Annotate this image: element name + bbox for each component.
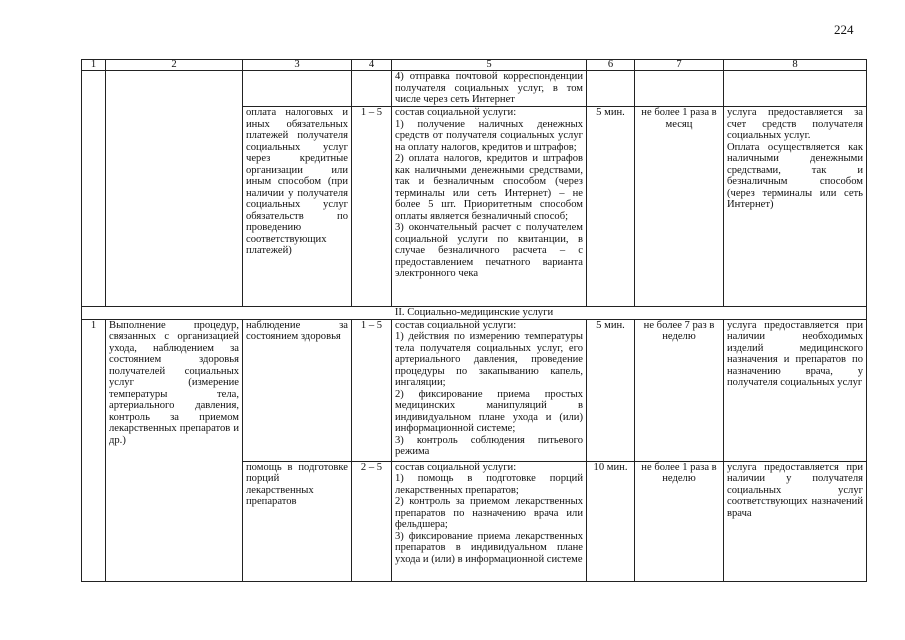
services-table: [81, 59, 867, 582]
header-cell-1: 1: [82, 60, 106, 71]
composition-medicine: состав социальной услуги: 1) помощь в подготовке порций лекарственных препаратов; 2) контроль за приемом лекарственных препаратов по назначению врача или фельдшера; 3) фиксирование приема лекарственных препаратов в индивидуальном плане ухода и (или) в информационной системе: [392, 461, 587, 581]
header-cell-7: 7: [635, 60, 724, 71]
page-number: 224: [834, 22, 854, 37]
frequency-health: не более 7 раз в неделю: [635, 319, 724, 461]
header-cell-8: 8: [724, 60, 867, 71]
continuation-row: [82, 71, 867, 107]
composition-health: состав социальной услуги: 1) действия по измерению температуры тела получателя социальных услуг, его артериального давления, проведение процедуры по закапыванию капель, ингаляции; 2) фиксирование приема простых медицинских манипуляций в индивидуальном плане ухода и (или) информационной системе; 3) контроль соблюдения питьевого режима: [392, 319, 587, 461]
row-number: 1: [82, 319, 106, 581]
norm-health: 1 – 5: [352, 319, 392, 461]
conditions-health: услуга предоставляется при наличии необходимых изделий медицинского назначения и препаратов по назначению врача, у получателя социальных услуг: [724, 319, 867, 461]
table-row-health: [82, 319, 867, 461]
duration-health: 5 мин.: [587, 319, 635, 461]
duration-taxes: 5 мин.: [587, 107, 635, 307]
section-row: [82, 307, 867, 320]
header-row: [82, 60, 867, 71]
norm-taxes: 1 – 5: [352, 107, 392, 307]
duration-medicine: 10 мин.: [587, 461, 635, 581]
header-cell-5: 5: [392, 60, 587, 71]
header-cell-4: 4: [352, 60, 392, 71]
service-name-taxes: оплата налоговых и иных обязательных платежей получателя социальных услуг через кредитные организации или иным способом (при наличии у получателя социальных услуг обязательств по проведению соответствующих платежей): [243, 107, 352, 307]
frequency-taxes: не более 1 раза в месяц: [635, 107, 724, 307]
conditions-taxes: услуга предоставляется за счет средств получателя социальных услуг. Оплата осуществляется как наличными денежными средствами, так и безналичным способом (через терминалы или сеть Интернет): [724, 107, 867, 307]
service-name-health: наблюдение за состоянием здоровья: [243, 319, 352, 461]
header-cell-2: 2: [106, 60, 243, 71]
section-title: II. Социально-медицинские услуги: [82, 307, 867, 320]
service-group-name: Выполнение процедур, связанных с организацией ухода, наблюдением за состоянием здоровья получателей социальных услуг (измерение температуры тела, артериального давления, контроль за приемом лекарственных препаратов и др.): [106, 319, 243, 581]
conditions-medicine: услуга предоставляется при наличии у получателя социальных услуг соответствующих назначений врача: [724, 461, 867, 581]
frequency-medicine: не более 1 раза в неделю: [635, 461, 724, 581]
header-cell-3: 3: [243, 60, 352, 71]
composition-taxes: состав социальной услуги: 1) получение наличных денежных средств от получателя социальных услуг на оплату налогов, кредитов и штрафов; 2) оплата налогов, кредитов и штрафов как наличными денежными средствами, так и безналичным способом (через терминалы или сеть Интернет) – не более 5 шт. Приоритетным способом оплаты является безналичный способ; 3) окончательный расчет с получателем социальной услуги по квитанции, в случае безналичного расчета – с предоставлением печатного варианта электронного чека: [392, 107, 587, 307]
continuation-composition: 4) отправка почтовой корреспонденции получателя социальных услуг, в том числе через сеть Интернет: [392, 71, 587, 107]
service-name-medicine: помощь в подготовке порций лекарственных препаратов: [243, 461, 352, 581]
header-cell-6: 6: [587, 60, 635, 71]
norm-medicine: 2 – 5: [352, 461, 392, 581]
